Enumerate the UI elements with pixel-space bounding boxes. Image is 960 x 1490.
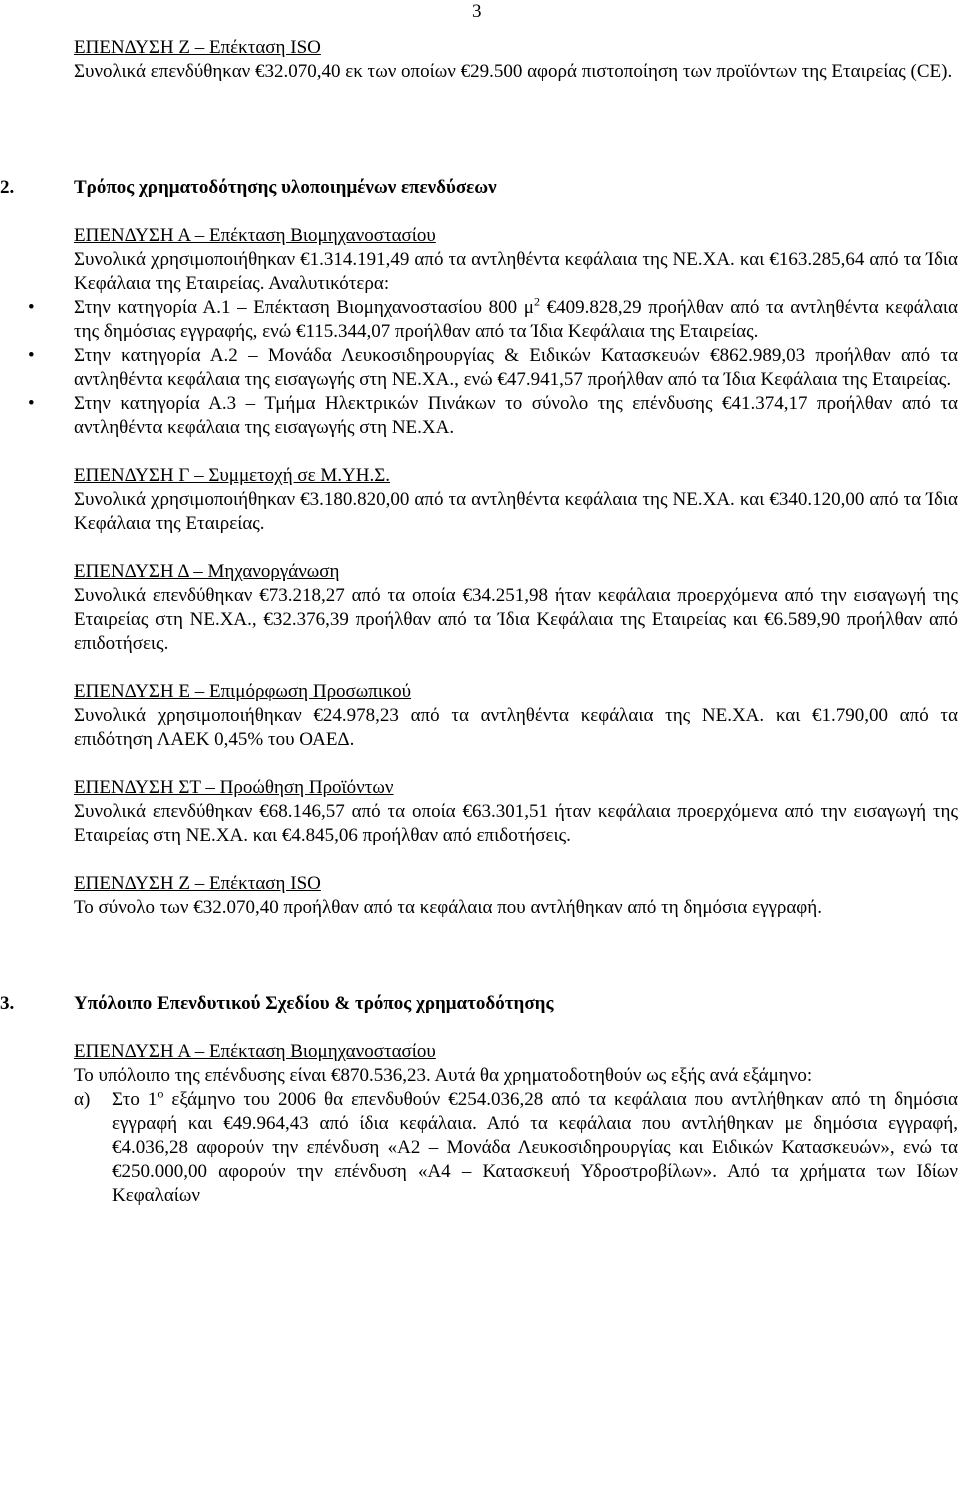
sec2-g-text: Συνολικά χρησιμοποιήθηκαν €3.180.820,00 από τα αντληθέντα κεφάλαια της ΝΕ.ΧΑ. και €340.120,00 από τα Ίδια Κεφάλαια της Εταιρείας.: [74, 489, 958, 534]
sec2-d-text: Συνολικά επενδύθηκαν €73.218,27 από τα οποία €34.251,98 ήταν κεφάλαια προερχόμενα από την εισαγωγή της Εταιρείας στη ΝΕ.ΧΑ., €32.376,39 προήλθαν από τα Ίδια Κεφάλαια της Εταιρείας και €6.589,90 προήλθαν από επιδοτήσεις.: [74, 585, 958, 654]
list-item: [74, 1088, 958, 1208]
document-body: [0, 36, 958, 1208]
sec2-a-text: Συνολικά χρησιμοποιήθηκαν €1.314.191,49 από τα αντληθέντα κεφάλαια της ΝΕ.ΧΑ. και €163.285,64 από τα Ίδια Κεφάλαια της Εταιρείας. Αναλυτικότερα:: [74, 249, 958, 294]
section-2-title: Τρόπος χρηματοδότησης υλοποιημένων επενδύσεων: [74, 177, 497, 198]
sec2-e-text: Συνολικά χρησιμοποιήθηκαν €24.978,23 από τα αντληθέντα κεφάλαια της ΝΕ.ΧΑ. και €1.790,00 από τα επιδότηση ΛΑΕΚ 0,45% του ΟΑΕΔ.: [74, 705, 958, 750]
bullet-text: Στην κατηγορία Α.3 – Τμήμα Ηλεκτρικών Πινάκων το σύνολο της επένδυσης €41.374,17 προήλθαν από τα αντληθέντα κεφάλαια της εισαγωγής στη ΝΕ.ΧΑ.: [74, 393, 958, 438]
list-item-text: [112, 1088, 958, 1208]
section-3-number: 3.: [0, 993, 15, 1014]
section-3-heading: [0, 992, 958, 1016]
bullet-text: Στην κατηγορία Α.2 – Μονάδα Λευκοσιδηρουργίας & Ειδικών Κατασκευών €862.989,03 προήλθαν από τα αντληθέντα κεφάλαια της εισαγωγής στη ΝΕ.ΧΑ., ενώ €47.941,57 προήλθαν από τα Ίδια Κεφάλαια της Εταιρείας.: [74, 345, 958, 390]
section-2-number: 2.: [0, 177, 15, 198]
bullet-icon: •: [28, 297, 35, 318]
bullet-icon: •: [28, 345, 35, 366]
sec3-a-text: Το υπόλοιπο της επένδυσης είναι €870.536,23. Αυτά θα χρηματοδοτηθούν ως εξής ανά εξάμηνο:: [74, 1065, 813, 1086]
sec2-d-title: ΕΠΕΝΔΥΣΗ Δ – Μηχανοργάνωση: [74, 561, 340, 582]
bullet-text: €409.828,29 προήλθαν από τα αντληθέντα κεφάλαια της δημόσιας εγγραφής, ενώ €115.344,07 προήλθαν από τα Ίδια Κεφάλαια της Εταιρείας.: [74, 297, 958, 342]
sec2-z-title: ΕΠΕΝΔΥΣΗ Ζ – Επέκταση ISO: [74, 873, 321, 894]
bullet-text: Στην κατηγορία Α.1 – Επέκταση Βιομηχανοστασίου 800 μ: [74, 297, 534, 318]
list-item-text-part: εξάμηνο του 2006 θα επενδυθούν €254.036,28 από τα κεφάλαια που αντλήθηκαν από τη δημόσια εγγραφή και €49.964,43 από ίδια κεφάλαια. Από τα κεφάλαια που αντλήθηκαν με δημόσια εγγραφή, €4.036,28 αφορούν την επένδυση «Α2 – Μονάδα Λευκοσιδηρουργίας και Ειδικών Κατασκευών», ενώ τα €250.000,00 αφορούν την επένδυση «Α4 – Κατασκευή Υδροστροβίλων». Από τα χρήματα των Ιδίων Κεφαλαίων: [112, 1089, 958, 1206]
bullet-item: [28, 344, 958, 392]
superscript: ο: [157, 1086, 164, 1101]
sec2-z-text: Το σύνολο των €32.070,40 προήλθαν από τα κεφάλαια που αντλήθηκαν από τη δημόσια εγγραφή.: [74, 897, 822, 918]
superscript: 2: [533, 294, 540, 309]
sec2-st-title: ΕΠΕΝΔΥΣΗ ΣΤ – Προώθηση Προϊόντων: [74, 777, 394, 798]
s1-title: ΕΠΕΝΔΥΣΗ Ζ – Επέκταση ISO: [74, 37, 321, 58]
sec2-a-bullets: [28, 294, 958, 440]
sec2-st-text: Συνολικά επενδύθηκαν €68.146,57 από τα οποία €63.301,51 ήταν κεφάλαια προερχόμενα από την εισαγωγή της Εταιρείας στη ΝΕ.ΧΑ. και €4.845,06 προήλθαν από επιδοτήσεις.: [74, 801, 958, 846]
sec2-a-title: ΕΠΕΝΔΥΣΗ Α – Επέκταση Βιομηχανοστασίου: [74, 225, 436, 246]
sec3-a-title: ΕΠΕΝΔΥΣΗ Α – Επέκταση Βιομηχανοστασίου: [74, 1041, 436, 1062]
bullet-icon: •: [28, 393, 35, 414]
section-2-heading: [0, 176, 958, 200]
section-3-title: Υπόλοιπο Επενδυτικού Σχεδίου & τρόπος χρηματοδότησης: [74, 993, 554, 1014]
sec2-g-title: ΕΠΕΝΔΥΣΗ Γ – Συμμετοχή σε Μ.ΥΗ.Σ.: [74, 465, 391, 486]
list-item-label: α): [74, 1089, 91, 1110]
page-number: 3: [472, 1, 482, 22]
list-item-text-part: Στο 1: [112, 1089, 158, 1110]
bullet-item: [28, 392, 958, 440]
bullet-item: [28, 294, 958, 344]
s1-text: Συνολικά επενδύθηκαν €32.070,40 εκ των οποίων €29.500 αφορά πιστοποίηση των προϊόντων της Εταιρείας (CE).: [74, 61, 953, 82]
sec2-e-title: ΕΠΕΝΔΥΣΗ Ε – Επιμόρφωση Προσωπικού: [74, 681, 412, 702]
